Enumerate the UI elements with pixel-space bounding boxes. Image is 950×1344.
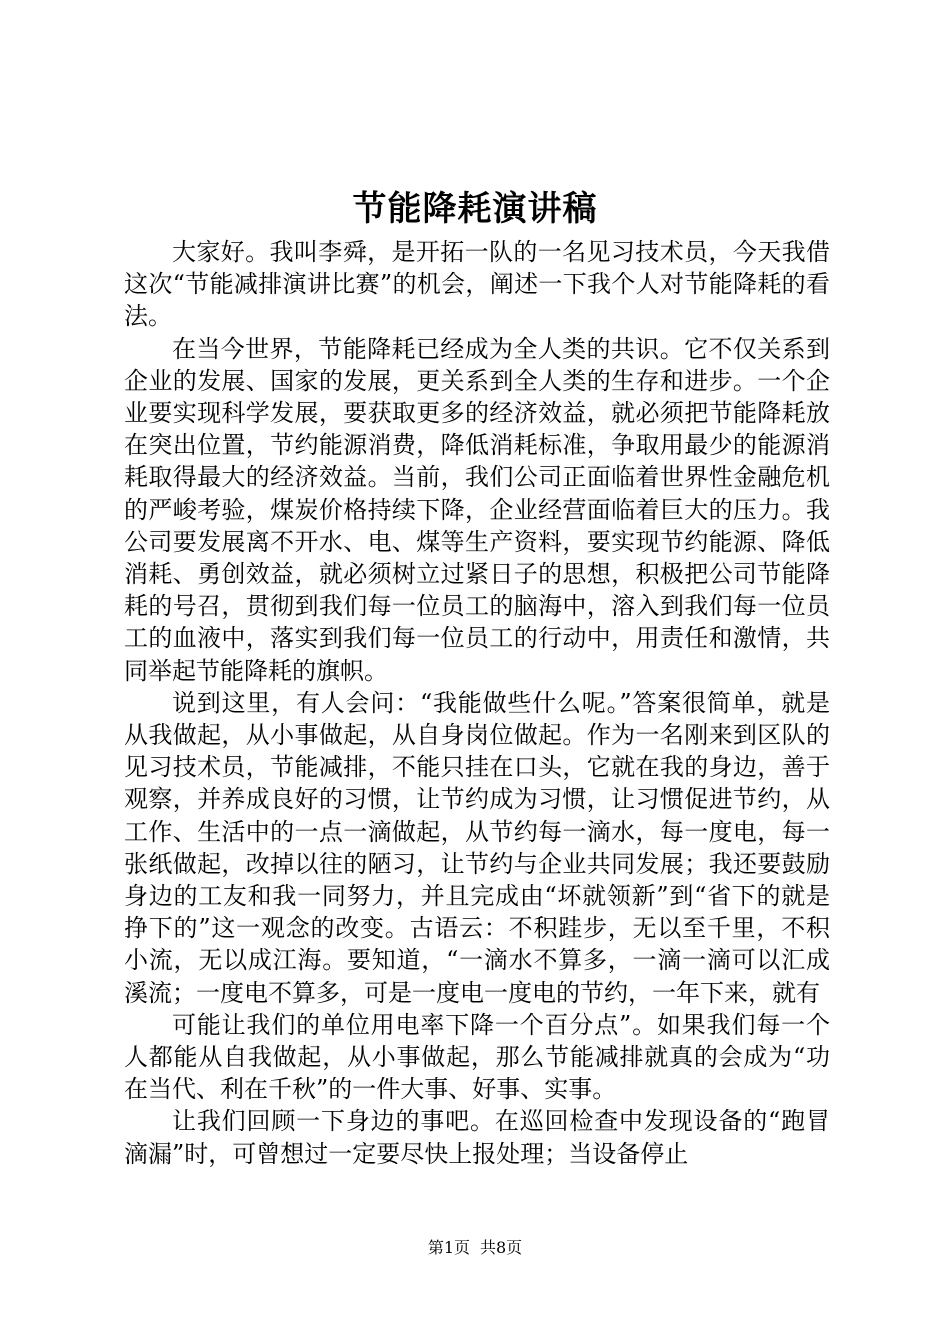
paragraph-4: 可能让我们的单位用电率下降一个百分点”。如果我们每一个人都能从自我做起，从小事做起，那么节能减排就真的会成为“功在当代、利在千秋”的一件大事、好事、实事。 (124, 1010, 830, 1104)
paragraph-2: 在当今世界，节能降耗已经成为全人类的共识。它不仅关系到企业的发展、国家的发展，更关系到全人类的生存和进步。一个企业要实现科学发展，要获取更多的经济效益，就必须把节能降耗放在突出位置，节约能源消费，降低消耗标准，争取用最少的能源消耗取得最大的经济效益。当前，我们公司正面临着世界性金融危机的严峻考验，煤炭价格持续下降，企业经营面临着巨大的压力。我公司要发展离不开水、电、煤等生产资料，要实现节约能源、降低消耗、勇创效益，就必须树立过紧日子的思想，积极把公司节能降耗的号召，贯彻到我们每一位员工的脑海中，溶入到我们每一位员工的血液中，落实到我们每一位员工的行动中，用责任和激情，共同举起节能降耗的旗帜。 (124, 334, 830, 685)
paragraph-3: 说到这里，有人会问：“我能做些什么呢。”答案很简单，就是从我做起，从小事做起，从自身岗位做起。作为一名刚来到区队的见习技术员，节能减排，不能只挂在口头，它就在我的身边，善于观察，并养成良好的习惯，让节约成为习惯，让习惯促进节约，从工作、生活中的一点一滴做起，从节约每一滴水，每一度电，每一张纸做起，改掉以往的陋习，让节约与企业共同发展；我还要鼓励身边的工友和我一同努力，并且完成由“坏就领新”到“省下的就是挣下的”这一观念的改变。古语云：不积跬步，无以至千里，不积小流，无以成江海。要知道，“一滴水不算多，一滴一滴可以汇成溪流；一度电不算多，可是一度电一度电的节约，一年下来，就有 (124, 688, 830, 1007)
paragraph-1: 大家好。我叫李舜，是开拓一队的一名见习技术员，今天我借这次“节能减排演讲比赛”的机会，阐述一下我个人对节能降耗的看法。 (124, 238, 830, 331)
paragraph-5: 让我们回顾一下身边的事吧。在巡回检查中发现设备的“跑冒滴漏”时，可曾想过一定要尽快上报处理；当设备停止 (124, 1107, 830, 1168)
document-body (124, 236, 830, 1170)
page-total: 共8页 (480, 1238, 523, 1257)
page-footer (0, 1238, 950, 1258)
document-title: 节能降耗演讲稿 (352, 189, 598, 229)
page-number: 第1页 (427, 1238, 470, 1257)
